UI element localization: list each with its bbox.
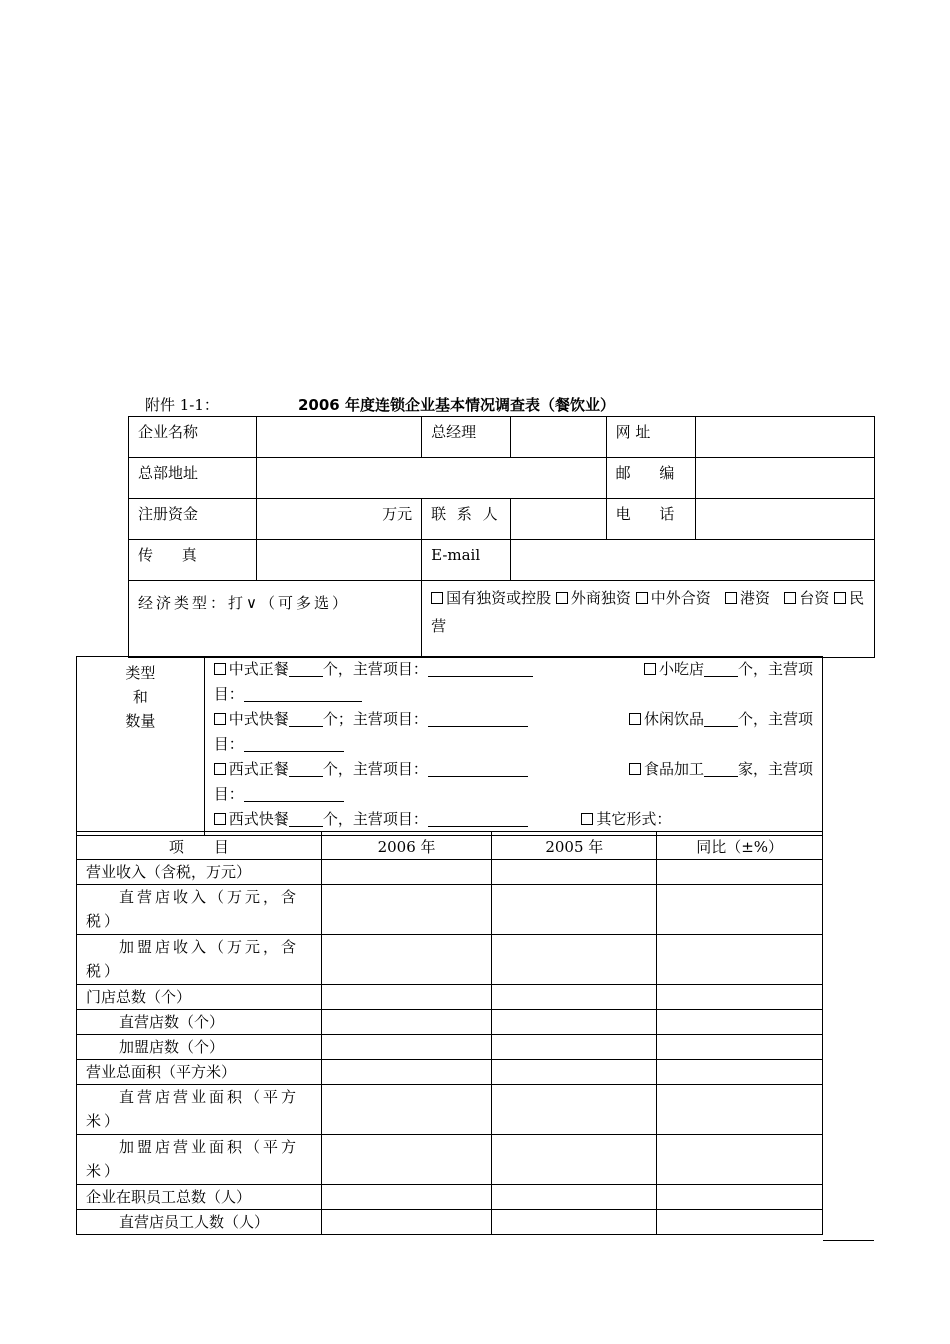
checkbox-icon[interactable] bbox=[629, 713, 641, 725]
row-label: 直营店营业面积（平方米） bbox=[77, 1085, 322, 1135]
value-2005-cell[interactable] bbox=[492, 935, 657, 985]
value-yoy-cell[interactable] bbox=[657, 885, 823, 935]
value-yoy-cell[interactable] bbox=[657, 1135, 823, 1185]
email-label: E-mail bbox=[422, 540, 511, 581]
value-2005-cell[interactable] bbox=[492, 1185, 657, 1210]
website-label: 网 址 bbox=[606, 417, 696, 458]
table-row bbox=[77, 860, 823, 885]
value-yoy-cell[interactable] bbox=[657, 1035, 823, 1060]
value-yoy-cell[interactable] bbox=[657, 1085, 823, 1135]
row-label: 企业在职员工总数（人） bbox=[77, 1185, 322, 1210]
econ-option-foreign[interactable]: 外商独资 bbox=[556, 589, 631, 607]
table-row bbox=[77, 1010, 823, 1035]
checkbox-icon[interactable] bbox=[644, 663, 656, 675]
col-header-yoy: 同比（±%） bbox=[657, 832, 823, 860]
registered-capital-label: 注册资金 bbox=[129, 499, 257, 540]
type-quantity-options: 中式正餐 个，主营项目： 小吃店 个，主营项 目： 中式快餐 个；主营项目： 休闲饮品 个，主营项 目： 西式正餐 个，主营项目： 食品加工 家，主营项 目： 西式快餐 个，主营项目： 其它形式： bbox=[204, 657, 822, 836]
econ-option-state[interactable]: 国有独资或控股 bbox=[431, 589, 551, 607]
table-row bbox=[77, 1085, 823, 1135]
count-field[interactable] bbox=[704, 711, 738, 727]
checkbox-icon[interactable] bbox=[214, 763, 226, 775]
value-2006-cell[interactable] bbox=[321, 1010, 492, 1035]
table-row bbox=[77, 985, 823, 1010]
fax-label: 传 真 bbox=[129, 540, 257, 581]
count-field[interactable] bbox=[704, 761, 738, 777]
value-2005-cell[interactable] bbox=[492, 1135, 657, 1185]
value-yoy-cell[interactable] bbox=[657, 1060, 823, 1085]
checkbox-icon[interactable] bbox=[431, 592, 443, 604]
opt-chinese-fast[interactable]: 中式快餐 个；主营项目： bbox=[214, 707, 528, 732]
main-item-field[interactable] bbox=[428, 711, 528, 727]
value-yoy-cell[interactable] bbox=[657, 985, 823, 1010]
company-name-label: 企业名称 bbox=[129, 417, 257, 458]
main-item-field[interactable] bbox=[244, 736, 344, 752]
count-field[interactable] bbox=[289, 661, 323, 677]
econ-option-tw[interactable]: 台资 bbox=[784, 589, 829, 607]
table-row bbox=[77, 885, 823, 935]
company-name-field[interactable] bbox=[256, 417, 421, 458]
econ-option-private[interactable]: 民营 bbox=[431, 589, 865, 635]
table-row bbox=[77, 1185, 823, 1210]
opt-leisure-drinks[interactable]: 休闲饮品 个，主营项 bbox=[629, 707, 813, 732]
econ-option-hk[interactable]: 港资 bbox=[725, 589, 770, 607]
value-2005-cell[interactable] bbox=[492, 885, 657, 935]
value-2006-cell[interactable] bbox=[321, 1060, 492, 1085]
main-item-field[interactable] bbox=[244, 786, 344, 802]
main-item-field[interactable] bbox=[428, 661, 533, 677]
col-header-2006: 2006 年 bbox=[321, 832, 492, 860]
econ-type-options bbox=[422, 581, 875, 658]
econ-option-jv[interactable]: 中外合资 bbox=[636, 589, 711, 607]
row-label: 直营店员工人数（人） bbox=[77, 1210, 322, 1235]
value-2005-cell[interactable] bbox=[492, 860, 657, 885]
phone-label: 电 话 bbox=[606, 499, 696, 540]
row-label: 营业总面积（平方米） bbox=[77, 1060, 322, 1085]
value-2006-cell[interactable] bbox=[321, 1210, 492, 1235]
checkbox-icon[interactable] bbox=[214, 713, 226, 725]
checkbox-icon[interactable] bbox=[581, 813, 593, 825]
checkbox-icon[interactable] bbox=[636, 592, 648, 604]
fax-field[interactable] bbox=[256, 540, 421, 581]
checkbox-icon[interactable] bbox=[834, 592, 846, 604]
checkbox-icon[interactable] bbox=[214, 813, 226, 825]
value-2006-cell[interactable] bbox=[321, 1185, 492, 1210]
value-yoy-cell[interactable] bbox=[657, 1185, 823, 1210]
value-2005-cell[interactable] bbox=[492, 1210, 657, 1235]
gm-label: 总经理 bbox=[422, 417, 511, 458]
postcode-label: 邮 编 bbox=[606, 458, 696, 499]
value-2006-cell[interactable] bbox=[321, 1035, 492, 1060]
value-2005-cell[interactable] bbox=[492, 1035, 657, 1060]
registered-capital-field[interactable] bbox=[256, 499, 421, 540]
row-label: 直营店数（个） bbox=[77, 1010, 322, 1035]
value-2006-cell[interactable] bbox=[321, 1135, 492, 1185]
count-field[interactable] bbox=[289, 711, 323, 727]
value-yoy-cell[interactable] bbox=[657, 1010, 823, 1035]
phone-field[interactable] bbox=[696, 499, 875, 540]
checkbox-icon[interactable] bbox=[556, 592, 568, 604]
checkbox-icon[interactable] bbox=[629, 763, 641, 775]
row-label: 加盟店收入（万元，含税） bbox=[77, 935, 322, 985]
row-label: 营业收入（含税，万元） bbox=[77, 860, 322, 885]
value-2006-cell[interactable] bbox=[321, 860, 492, 885]
value-2006-cell[interactable] bbox=[321, 1085, 492, 1135]
opt-food-processing[interactable]: 食品加工 家，主营项 bbox=[629, 757, 813, 782]
checkbox-icon[interactable] bbox=[214, 663, 226, 675]
main-item-field[interactable] bbox=[428, 761, 528, 777]
type-quantity-table bbox=[76, 656, 823, 836]
econ-type-label: 经济类型：打∨（可多选） bbox=[129, 581, 422, 658]
divider-line bbox=[823, 1240, 874, 1241]
count-field[interactable] bbox=[289, 761, 323, 777]
checkbox-icon[interactable] bbox=[784, 592, 796, 604]
value-2006-cell[interactable] bbox=[321, 985, 492, 1010]
attachment-label: 附件 1-1： bbox=[145, 396, 219, 414]
col-header-item: 项 目 bbox=[77, 832, 322, 860]
hq-address-field[interactable] bbox=[256, 458, 606, 499]
value-2005-cell[interactable] bbox=[492, 1010, 657, 1035]
value-2006-cell[interactable] bbox=[321, 935, 492, 985]
form-title: 2006 年度连锁企业基本情况调查表（餐饮业） bbox=[298, 396, 615, 414]
table-row bbox=[77, 1210, 823, 1235]
row-label: 直营店收入（万元，含税） bbox=[77, 885, 322, 935]
postcode-field[interactable] bbox=[696, 458, 875, 499]
stats-table bbox=[76, 831, 823, 1235]
value-yoy-cell[interactable] bbox=[657, 935, 823, 985]
checkbox-icon[interactable] bbox=[725, 592, 737, 604]
table-row bbox=[77, 1060, 823, 1085]
website-field[interactable] bbox=[696, 417, 875, 458]
table-row bbox=[77, 1135, 823, 1185]
opt-snack[interactable]: 小吃店 个，主营项 bbox=[644, 657, 813, 682]
type-quantity-label: 类型 和 数量 bbox=[77, 657, 205, 836]
hq-address-label: 总部地址 bbox=[129, 458, 257, 499]
value-2005-cell[interactable] bbox=[492, 1085, 657, 1135]
email-field[interactable] bbox=[510, 540, 874, 581]
contact-field[interactable] bbox=[510, 499, 606, 540]
opt-western-formal[interactable]: 西式正餐 个，主营项目： bbox=[214, 757, 528, 782]
opt-other[interactable]: 其它形式： bbox=[581, 810, 671, 828]
count-field[interactable] bbox=[289, 811, 323, 827]
opt-chinese-formal[interactable]: 中式正餐 个，主营项目： bbox=[214, 657, 533, 682]
col-header-2005: 2005 年 bbox=[492, 832, 657, 860]
value-2005-cell[interactable] bbox=[492, 985, 657, 1010]
value-2005-cell[interactable] bbox=[492, 1060, 657, 1085]
gm-field[interactable] bbox=[510, 417, 606, 458]
main-item-field[interactable] bbox=[244, 686, 362, 702]
capital-unit: 万元 bbox=[382, 505, 413, 523]
main-item-field[interactable] bbox=[428, 811, 528, 827]
table-row bbox=[77, 1035, 823, 1060]
opt-western-fast[interactable]: 西式快餐 个，主营项目： bbox=[214, 810, 528, 828]
company-info-table bbox=[128, 416, 875, 658]
count-field[interactable] bbox=[704, 661, 738, 677]
value-2006-cell[interactable] bbox=[321, 885, 492, 935]
table-row bbox=[77, 935, 823, 985]
value-yoy-cell[interactable] bbox=[657, 1210, 823, 1235]
row-label: 加盟店数（个） bbox=[77, 1035, 322, 1060]
row-label: 门店总数（个） bbox=[77, 985, 322, 1010]
row-label: 加盟店营业面积（平方米） bbox=[77, 1135, 322, 1185]
value-yoy-cell[interactable] bbox=[657, 860, 823, 885]
contact-label: 联 系 人 bbox=[422, 499, 511, 540]
